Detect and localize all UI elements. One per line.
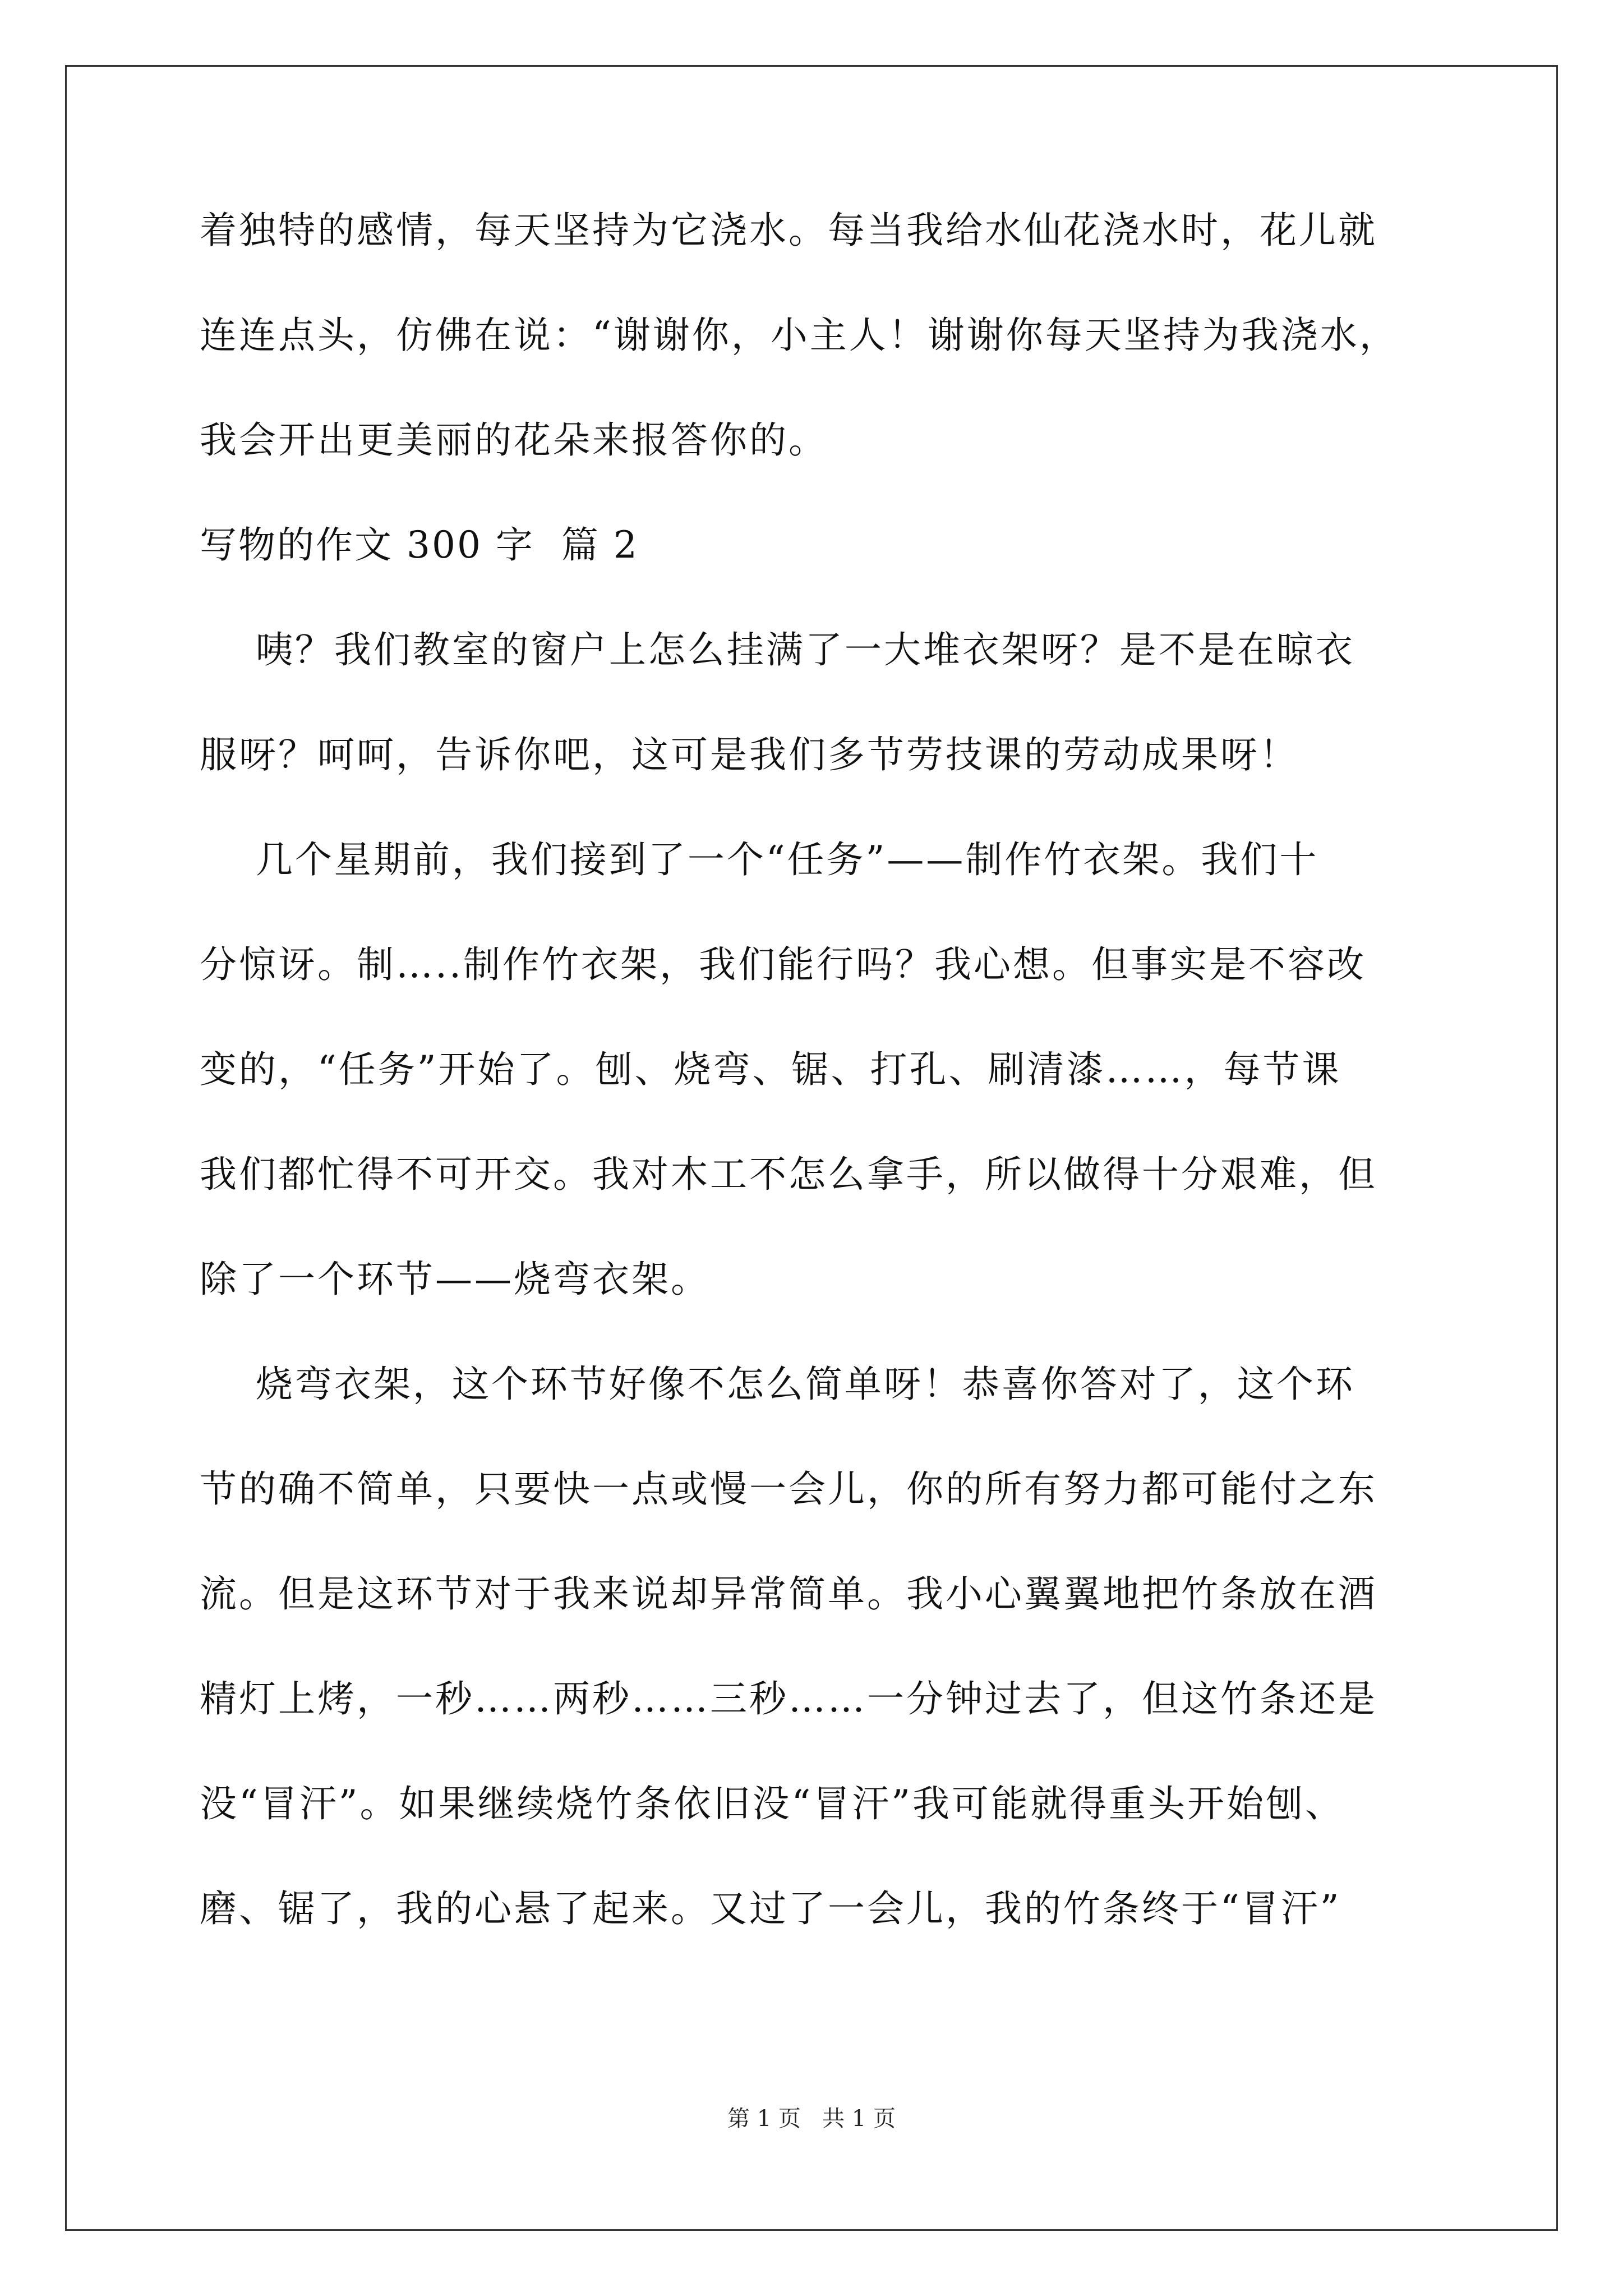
text-line: 着独特的感情，每天坚持为它浇水。每当我给水仙花浇水时，花儿就 <box>200 209 1377 252</box>
text-line: 我们都忙得不可开交。我对木工不怎么拿手，所以做得十分艰难，但 <box>200 1153 1377 1196</box>
text-line: 变的，“任务”开始了。刨、烧弯、锯、打孔、刷清漆……，每节课 <box>200 1048 1341 1091</box>
text-line: 咦？我们教室的窗户上怎么挂满了一大堆衣架呀？是不是在晾衣 <box>200 628 1355 671</box>
page-number-footer: 第 1 页 共 1 页 <box>727 2106 896 2132</box>
text-line: 分惊讶。制…..制作竹衣架，我们能行吗？我心想。但事实是不容改 <box>200 943 1366 986</box>
text-line: 流。但是这环节对于我来说却异常简单。我小心翼翼地把竹条放在酒 <box>200 1572 1377 1616</box>
text-line: 几个星期前，我们接到了一个“任务”——制作竹衣架。我们十 <box>200 838 1319 881</box>
text-line: 烧弯衣架，这个环节好像不怎么简单呀！恭喜你答对了，这个环 <box>200 1363 1355 1406</box>
text-line: 精灯上烤，一秒……两秒……三秒……一分钟过去了，但这竹条还是 <box>200 1677 1377 1720</box>
text-line: 除了一个环节——烧弯衣架。 <box>200 1258 710 1301</box>
text-line: 节的确不简单，只要快一点或慢一会儿，你的所有努力都可能付之东 <box>200 1467 1377 1511</box>
section-heading: 写物的作文 300 字 篇 2 <box>200 523 639 567</box>
text-line: 服呀？呵呵，告诉你吧，这可是我们多节劳技课的劳动成果呀！ <box>200 733 1299 776</box>
text-line: 连连点头，仿佛在说：“谢谢你，小主人！谢谢你每天坚持为我浇水， <box>200 314 1399 357</box>
text-line: 磨、锯了，我的心悬了起来。又过了一会儿，我的竹条终于“冒汗” <box>200 1887 1341 1930</box>
text-line: 没“冒汗”。如果继续烧竹条依旧没“冒汗”我可能就得重头开始刨、 <box>200 1782 1344 1825</box>
text-line: 我会开出更美丽的花朵来报答你的。 <box>200 418 828 462</box>
